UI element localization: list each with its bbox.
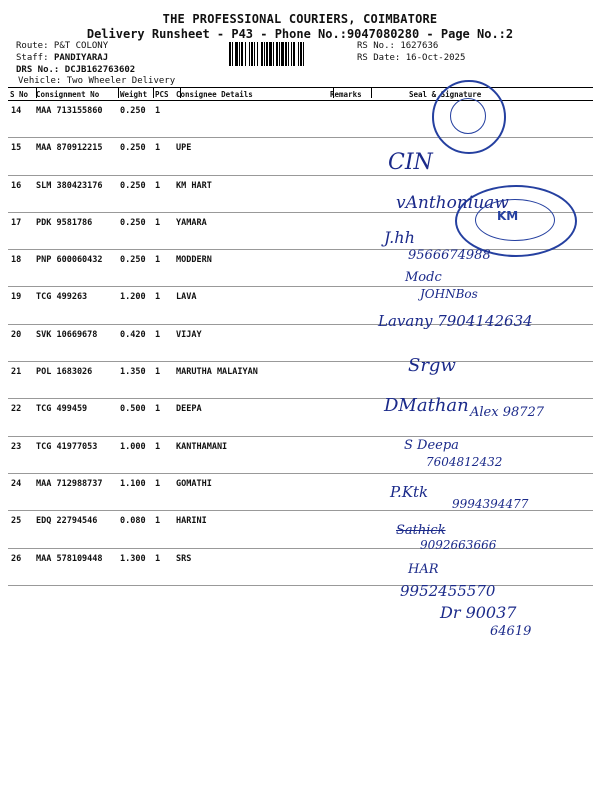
consignee-name: MODDERN [174, 250, 328, 287]
consignment-number: MAA 578109448 [34, 548, 118, 585]
drs-number: DCJB162763602 [64, 65, 136, 75]
header-divider [118, 88, 119, 98]
signature-row-22: S Deepa [404, 438, 459, 453]
consignment-number: SVK 10669678 [34, 324, 118, 361]
consignment-number: TCG 499459 [34, 399, 118, 436]
signature-row-18: Modc [405, 270, 442, 285]
remarks-cell [328, 436, 385, 473]
weight-value: 1.350 [118, 362, 153, 399]
consignment-number: POL 1683026 [34, 362, 118, 399]
phone-row-17: 9566674988 [408, 248, 491, 263]
pcs-value: 1 [153, 138, 174, 175]
header-divider [153, 88, 154, 98]
remarks-cell [328, 138, 385, 175]
table-row [8, 548, 593, 585]
weight-value: 0.080 [118, 511, 153, 548]
rs-number: RS No.: 1627636 [357, 41, 439, 51]
consignment-number: SLM 380423176 [34, 175, 118, 212]
page-title: THE PROFESSIONAL COURIERS, COIMBATORE [162, 12, 438, 26]
consignment-number: PDK 9581786 [34, 212, 118, 249]
consignee-name: KANTHAMANI [174, 436, 328, 473]
remarks-cell [328, 287, 385, 324]
row-sno: 22 [8, 399, 34, 436]
table-row [8, 138, 593, 175]
consignee-name: HARINI [174, 511, 328, 548]
row-sno: 26 [8, 548, 34, 585]
barcode-bar [304, 42, 306, 66]
pcs-value: 1 [153, 101, 174, 138]
remarks-cell [328, 101, 385, 138]
phone-row-21: Alex 98727 [470, 405, 545, 420]
note-row-26: 64619 [490, 624, 532, 639]
signature-row-20: Srgw [408, 355, 456, 376]
weight-value: 0.250 [118, 138, 153, 175]
phone-row-22: 7604812432 [426, 455, 503, 469]
pcs-value: 1 [153, 548, 174, 585]
col-header-consignee: Consignee Details [174, 88, 328, 101]
runsheet-table [8, 87, 593, 586]
signature-row-21: DMathan [384, 395, 469, 416]
remarks-cell [328, 324, 385, 361]
col-header-remarks: Remarks [328, 88, 385, 101]
row-sno: 25 [8, 511, 34, 548]
row-sno: 24 [8, 473, 34, 510]
km-stamp-text: KM [497, 209, 519, 223]
weight-value: 0.500 [118, 399, 153, 436]
consignee-name: LAVA [174, 287, 328, 324]
rs-date: RS Date: 16-Oct-2025 [357, 53, 466, 63]
pcs-value: 1 [153, 511, 174, 548]
table-row [8, 511, 593, 548]
remarks-cell [328, 212, 385, 249]
col-header-consignment: Consignment No [34, 88, 118, 101]
consignment-number: TCG 499263 [34, 287, 118, 324]
consignee-name: MARUTHA MALAIYAN [174, 362, 328, 399]
row-sno: 16 [8, 175, 34, 212]
consignee-name: KM HART [174, 175, 328, 212]
remarks-cell [328, 399, 385, 436]
name-row-18: JOHNBos [420, 287, 478, 301]
signature-row-25: HAR [408, 562, 439, 577]
consignee-name: DEEPA [174, 399, 328, 436]
staff-line [16, 53, 108, 63]
route-label: Route: P&T COLONY [16, 41, 109, 51]
weight-value: 0.250 [118, 175, 153, 212]
col-header-sno: S No [8, 88, 34, 101]
remarks-cell [328, 250, 385, 287]
weight-value: 0.250 [118, 250, 153, 287]
pcs-value: 1 [153, 473, 174, 510]
signature-row-24: Sathick [396, 523, 446, 538]
consignee-name: YAMARA [174, 212, 328, 249]
table-row [8, 362, 593, 399]
remarks-cell [328, 362, 385, 399]
signature-row-26: Dr 90037 [440, 603, 517, 622]
consignee-name: GOMATHI [174, 473, 328, 510]
vehicle-label: Vehicle: Two Wheeler Delivery [18, 76, 176, 86]
signature-row-19: Lavany 7904142634 [378, 312, 533, 330]
row-sno: 18 [8, 250, 34, 287]
remarks-cell [328, 511, 385, 548]
row-sno: 19 [8, 287, 34, 324]
pcs-value: 1 [153, 212, 174, 249]
pcs-value: 1 [153, 399, 174, 436]
weight-value: 1.200 [118, 287, 153, 324]
pcs-value: 1 [153, 287, 174, 324]
pharma-seal-stamp [432, 80, 506, 154]
consignee-name: SRS [174, 548, 328, 585]
pcs-value: 1 [153, 250, 174, 287]
staff-name: PANDIYARAJ [53, 53, 109, 63]
row-sno: 23 [8, 436, 34, 473]
phone-row-25: 9952455570 [400, 582, 496, 600]
pcs-value: 1 [153, 175, 174, 212]
consignee-name: UPE [174, 138, 328, 175]
col-header-pcs: PCS [153, 88, 174, 101]
header-divider [180, 88, 181, 98]
signature-row-17: J.hh [384, 228, 415, 247]
signature-row-16: vAnthoniuaw [396, 193, 509, 213]
phone-row-23: 9994394477 [452, 497, 529, 511]
weight-value: 1.000 [118, 436, 153, 473]
signature-row-23: P.Ktk [390, 483, 429, 501]
weight-value: 1.100 [118, 473, 153, 510]
table-row [8, 436, 593, 473]
table-header-row [8, 88, 593, 101]
consignment-number: TCG 41977053 [34, 436, 118, 473]
signature-row-15: CIN [388, 150, 433, 175]
header-divider [36, 88, 37, 98]
row-sno: 15 [8, 138, 34, 175]
row-sno: 17 [8, 212, 34, 249]
drs-label: DRS No.: [16, 65, 60, 75]
row-sno: 21 [8, 362, 34, 399]
weight-value: 1.300 [118, 548, 153, 585]
row-sno: 20 [8, 324, 34, 361]
consignment-number: PNP 600060432 [34, 250, 118, 287]
phone-row-24: 9092663666 [420, 538, 497, 552]
drs-line [16, 65, 135, 75]
consignment-number: MAA 713155860 [34, 101, 118, 138]
pcs-value: 1 [153, 362, 174, 399]
header-divider [371, 88, 372, 98]
pcs-value: 1 [153, 436, 174, 473]
weight-value: 0.250 [118, 212, 153, 249]
pcs-value: 1 [153, 324, 174, 361]
col-header-weight: Weight [118, 88, 153, 101]
remarks-cell [328, 473, 385, 510]
consignment-number: MAA 712988737 [34, 473, 118, 510]
weight-value: 0.420 [118, 324, 153, 361]
row-sno: 14 [8, 101, 34, 138]
weight-value: 0.250 [118, 101, 153, 138]
runsheet-subtitle: Delivery Runsheet - P43 - Phone No.:9047080280 - Page No.:2 [86, 27, 514, 41]
remarks-cell [328, 548, 385, 585]
consignment-number: MAA 870912215 [34, 138, 118, 175]
consignee-name [174, 101, 328, 138]
header-divider [333, 88, 334, 98]
consignee-name: VIJAY [174, 324, 328, 361]
remarks-cell [328, 175, 385, 212]
staff-label: Staff: [16, 53, 49, 63]
barcode [229, 42, 351, 66]
col-header-seal-signature: Seal & Signature [385, 88, 593, 101]
consignment-number: EDQ 22794546 [34, 511, 118, 548]
